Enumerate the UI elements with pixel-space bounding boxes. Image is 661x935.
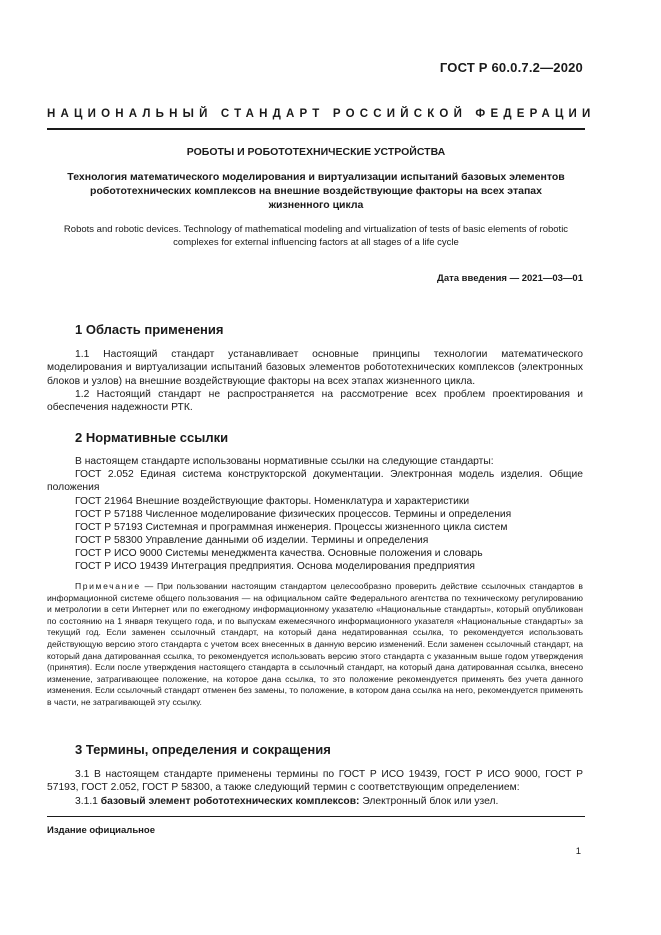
english-title [47, 223, 585, 249]
reference-item: ГОСТ Р 57193 Системная и программная инженерия. Процессы жизненного цикла систем [75, 522, 508, 533]
paragraph-1-2: 1.2 Настоящий стандарт не распространяется на рассмотрение всех проблем проектирования и обеспечения надежности РТК. [47, 389, 583, 414]
term-text: Электронный блок или узел. [359, 796, 499, 807]
term-name: базовый элемент робототехнических комплексов: [100, 796, 360, 807]
national-standard-banner: НАЦИОНАЛЬНЫЙ СТАНДАРТ РОССИЙСКОЙ ФЕДЕРАЦИИ [47, 108, 596, 120]
reference-item: ГОСТ 21964 Внешние воздействующие факторы. Номенклатура и характеристики [75, 496, 470, 507]
reference-item: ГОСТ Р 58300 Управление данными об изделии. Термины и определения [75, 535, 429, 546]
reference-item: ГОСТ Р ИСО 19439 Интеграция предприятия. Основа моделирования предприятия [75, 561, 476, 572]
term-definition [47, 795, 583, 808]
introduction-date: Дата введения — 2021—03—01 [437, 273, 583, 284]
paragraph-1-1: 1.1 Настоящий стандарт устанавливает основные принципы технологии математического моделирования и виртуализации испытаний базовых элементов робототехнических комплексов (электронных блоков и узлов) на внешние воздействующие факторы на всех этапах жизненного цикла. [47, 349, 583, 387]
note-label: Примечание [75, 581, 141, 591]
section-heading-normative-refs: 2 Нормативные ссылки [75, 430, 229, 445]
reference-item: ГОСТ 2.052 Единая система конструкторской документации. Электронная модель изделия. Общие положения [47, 469, 583, 494]
top-divider [47, 128, 585, 130]
refs-intro: В настоящем стандарте использованы нормативные ссылки на следующие стандарты: [75, 456, 494, 467]
subtitle [60, 170, 572, 212]
paragraph-3-1: 3.1 В настоящем стандарте применены термины по ГОСТ Р ИСО 19439, ГОСТ Р ИСО 9000, ГОСТ Р 57193, ГОСТ 2.052, ГОСТ Р 58300, а также следующий термин с соответствующим определением: [47, 769, 583, 794]
term-number: 3.1.1 [75, 796, 98, 807]
main-title: РОБОТЫ И РОБОТОТЕХНИЧЕСКИЕ УСТРОЙСТВА [186, 146, 446, 158]
note-block [47, 581, 583, 709]
page-number: 1 [575, 846, 581, 857]
english-title-line: complexes for external influencing factors at all stages of a life cycle [173, 237, 459, 248]
section-heading-terms: 3 Термины, определения и сокращения [75, 742, 331, 757]
section-heading-scope: 1 Область применения [75, 322, 224, 337]
subtitle-line: робототехнических комплексов на внешние воздействующие факторы на всех этапах [90, 185, 542, 197]
note-text: — При пользовании настоящим стандартом целесообразно проверить действие ссылочных стандартов в информационной системе общего пользования — на официальном сайте Федерального агентства по техническому регулированию и метрологии в сети Интернет или по ежегодному информационному указателю «Национальные стандарты», который опубликован по состоянию на 1 января текущего года, и по выпускам ежемесячного информационного указателя «Национальные стандарты» за текущий год. Если заменен ссылочный стандарт, на который дана недатированная ссылка, то рекомендуется использовать действующую версию этого стандарта с учетом всех внесенных в данную версию изменений. Если заменен ссылочный стандарт, на который дана датированная ссылка, то рекомендуется использовать версию этого стандарта с указанным выше годом утверждения (принятия). Если после утверждения настоящего стандарта в ссылочный стандарт, на который дана датированная ссылка, внесено изменение, затрагивающее положение, на которое дана ссылка, то это положение рекомендуется применять без учета данного изменения. Если ссылочный стандарт отменен без замены, то положение, в котором дана ссылка на него, рекомендуется применять в части, не затрагивающей эту ссылку. [47, 581, 583, 707]
reference-item: ГОСТ Р 57188 Численное моделирование физических процессов. Термины и определения [75, 509, 512, 520]
official-edition-label: Издание официальное [47, 825, 155, 836]
bottom-divider [47, 816, 585, 817]
reference-item: ГОСТ Р ИСО 9000 Системы менеджмента качества. Основные положения и словарь [75, 548, 483, 559]
english-title-line: Robots and robotic devices. Technology of mathematical modeling and virtualization of tests of basic elements of robotic [63, 224, 569, 235]
subtitle-line: Технология математического моделирования и виртуализации испытаний базовых элементов [67, 171, 565, 183]
document-code: ГОСТ Р 60.0.7.2—2020 [439, 60, 583, 75]
subtitle-line: жизненного цикла [268, 199, 364, 211]
